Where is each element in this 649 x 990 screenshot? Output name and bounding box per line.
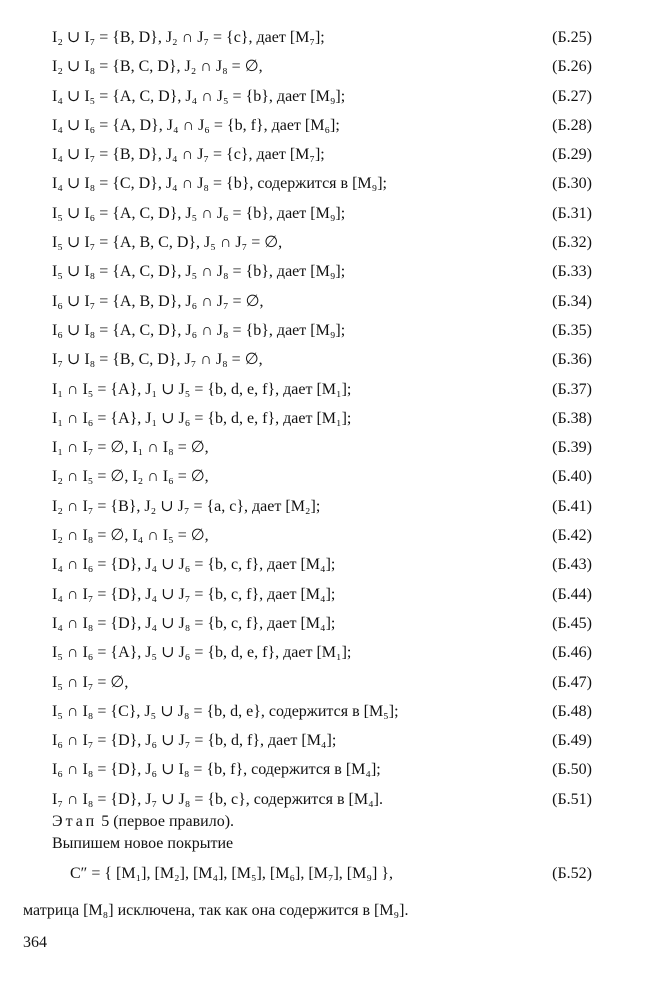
cover-equation [70,862,592,886]
equation-row [52,755,592,784]
equation-text: I₅ ∩ I₇ = ∅, [52,673,129,691]
equation-text: I₇ ∪ I₈ = {B, C, D}, J₇ ∩ J₈ = ∅, [52,351,263,369]
equation-row [52,609,592,638]
equation-number: (Б.38) [552,409,592,427]
equation-number: (Б.51) [552,790,592,808]
equation-text: I₄ ∪ I₇ = {B, D}, J₄ ∩ J₇ = {c}, дает [M₇]; [52,146,325,164]
equation-text: I₆ ∩ I₇ = {D}, J₆ ∪ J₇ = {b, d, f}, дает [M₄]; [52,732,337,750]
equation-text: I₂ ∩ I₇ = {B}, J₂ ∪ J₇ = {a, c}, дает [M₂]; [52,497,321,515]
equation-row [52,433,592,462]
equation-number: (Б.49) [552,732,592,750]
equation-row [52,697,592,726]
equation-row [52,580,592,609]
equation-row [52,785,592,814]
equation-text: I₅ ∪ I₇ = {A, B, C, D}, J₅ ∩ J₇ = ∅, [52,234,283,252]
equation-row [52,375,592,404]
equation-row [52,111,592,140]
equation-row [52,287,592,316]
equation-text: I₁ ∩ I₅ = {A}, J₁ ∪ J₅ = {b, d, e, f}, дает [M₁]; [52,380,352,398]
equation-row [52,638,592,667]
equation-row [52,668,592,697]
equation-text: I₄ ∩ I₇ = {D}, J₄ ∪ J₇ = {b, c, f}, дает [M₄]; [52,585,336,603]
equation-number: (Б.36) [552,351,592,369]
equation-text: I₄ ∪ I₆ = {A, D}, J₄ ∩ J₆ = {b, f}, дает [M₆]; [52,116,340,134]
stage-subtitle: Выпишем новое покрытие [52,835,234,852]
equation-row [52,345,592,374]
equation-row [52,140,592,169]
equation-row [52,726,592,755]
cover-equation-number: (Б.52) [552,865,592,882]
equation-number: (Б.29) [552,146,592,164]
stage-title [52,811,234,833]
equation-number: (Б.46) [552,644,592,662]
equation-text: I₁ ∩ I₆ = {A}, J₁ ∪ J₆ = {b, d, e, f}, дает [M₁]; [52,409,352,427]
equation-row [52,521,592,550]
equation-text: I₁ ∩ I₇ = ∅, I₁ ∩ I₈ = ∅, [52,439,209,457]
equation-number: (Б.25) [552,29,592,46]
equation-number: (Б.32) [552,234,592,252]
exclusion-note: матрица [M₈] исключена, так как она содержится в [M₉]. [23,902,409,919]
equation-row [52,23,592,52]
equation-text: I₄ ∪ I₈ = {C, D}, J₄ ∩ J₈ = {b}, содержится в [M₉]; [52,175,387,193]
equation-number: (Б.31) [552,204,592,222]
equation-text: I₆ ∪ I₇ = {A, B, D}, J₆ ∩ J₇ = ∅, [52,292,264,310]
equation-number: (Б.47) [552,673,592,691]
equation-text: I₄ ∪ I₅ = {A, C, D}, J₄ ∩ J₅ = {b}, дает [M₉]; [52,87,346,105]
equation-row [52,492,592,521]
equation-text: I₂ ∪ I₈ = {B, C, D}, J₂ ∩ J₈ = ∅, [52,58,263,76]
equation-row [52,257,592,286]
equation-number: (Б.30) [552,175,592,193]
equation-row [52,404,592,433]
equation-number: (Б.26) [552,58,592,76]
equation-number: (Б.50) [552,761,592,779]
equation-number: (Б.43) [552,556,592,574]
equation-text: I₄ ∩ I₆ = {D}, J₄ ∪ J₆ = {b, c, f}, дает [M₄]; [52,556,336,574]
equation-text: I₅ ∩ I₆ = {A}, J₅ ∪ J₆ = {b, d, e, f}, дает [M₁]; [52,644,352,662]
equation-number: (Б.44) [552,585,592,603]
equation-row [52,82,592,111]
equation-number: (Б.27) [552,87,592,105]
equation-number: (Б.41) [552,497,592,515]
equation-text: I₄ ∩ I₈ = {D}, J₄ ∪ J₈ = {b, c, f}, дает [M₄]; [52,614,336,632]
equation-number: (Б.40) [552,468,592,486]
equation-text: I₇ ∩ I₈ = {D}, J₇ ∪ J₈ = {b, c}, содержится в [M₄]. [52,790,383,808]
equation-number: (Б.48) [552,702,592,720]
equation-number: (Б.42) [552,527,592,545]
stage-title-rest: 5 (первое правило). [97,813,235,830]
equation-row [52,52,592,81]
equation-row [52,199,592,228]
equation-number: (Б.45) [552,614,592,632]
equation-text: I₂ ∪ I₇ = {B, D}, J₂ ∩ J₇ = {c}, дает [M₇]; [52,29,325,46]
equation-row [52,550,592,579]
equation-list [52,23,592,814]
equation-number: (Б.39) [552,439,592,457]
stage-heading [52,811,234,855]
equation-text: I₆ ∪ I₈ = {A, C, D}, J₆ ∩ J₈ = {b}, дает [M₉]; [52,321,346,339]
equation-text: I₅ ∪ I₈ = {A, C, D}, J₅ ∩ J₈ = {b}, дает [M₉]; [52,263,346,281]
equation-number: (Б.28) [552,116,592,134]
equation-row [52,169,592,198]
equation-text: I₂ ∩ I₈ = ∅, I₄ ∩ I₅ = ∅, [52,527,209,545]
stage-title-word: Этап [52,813,98,830]
page-number: 364 [23,934,47,951]
equation-text: I₅ ∪ I₆ = {A, C, D}, J₅ ∩ J₆ = {b}, дает [M₉]; [52,204,346,222]
equation-number: (Б.34) [552,292,592,310]
equation-row [52,228,592,257]
equation-number: (Б.35) [552,321,592,339]
equation-text: I₅ ∩ I₈ = {C}, J₅ ∪ J₈ = {b, d, e}, содержится в [M₅]; [52,702,399,720]
equation-number: (Б.37) [552,380,592,398]
equation-row [52,462,592,491]
equation-number: (Б.33) [552,263,592,281]
cover-equation-text: C″ = { [M₁], [M₂], [M₄], [M₅], [M₆], [M₇], [M₉] }, [70,865,393,882]
equation-text: I₆ ∩ I₈ = {D}, J₆ ∪ I₈ = {b, f}, содержится в [M₄]; [52,761,381,779]
equation-text: I₂ ∩ I₅ = ∅, I₂ ∩ I₆ = ∅, [52,468,209,486]
equation-row [52,316,592,345]
